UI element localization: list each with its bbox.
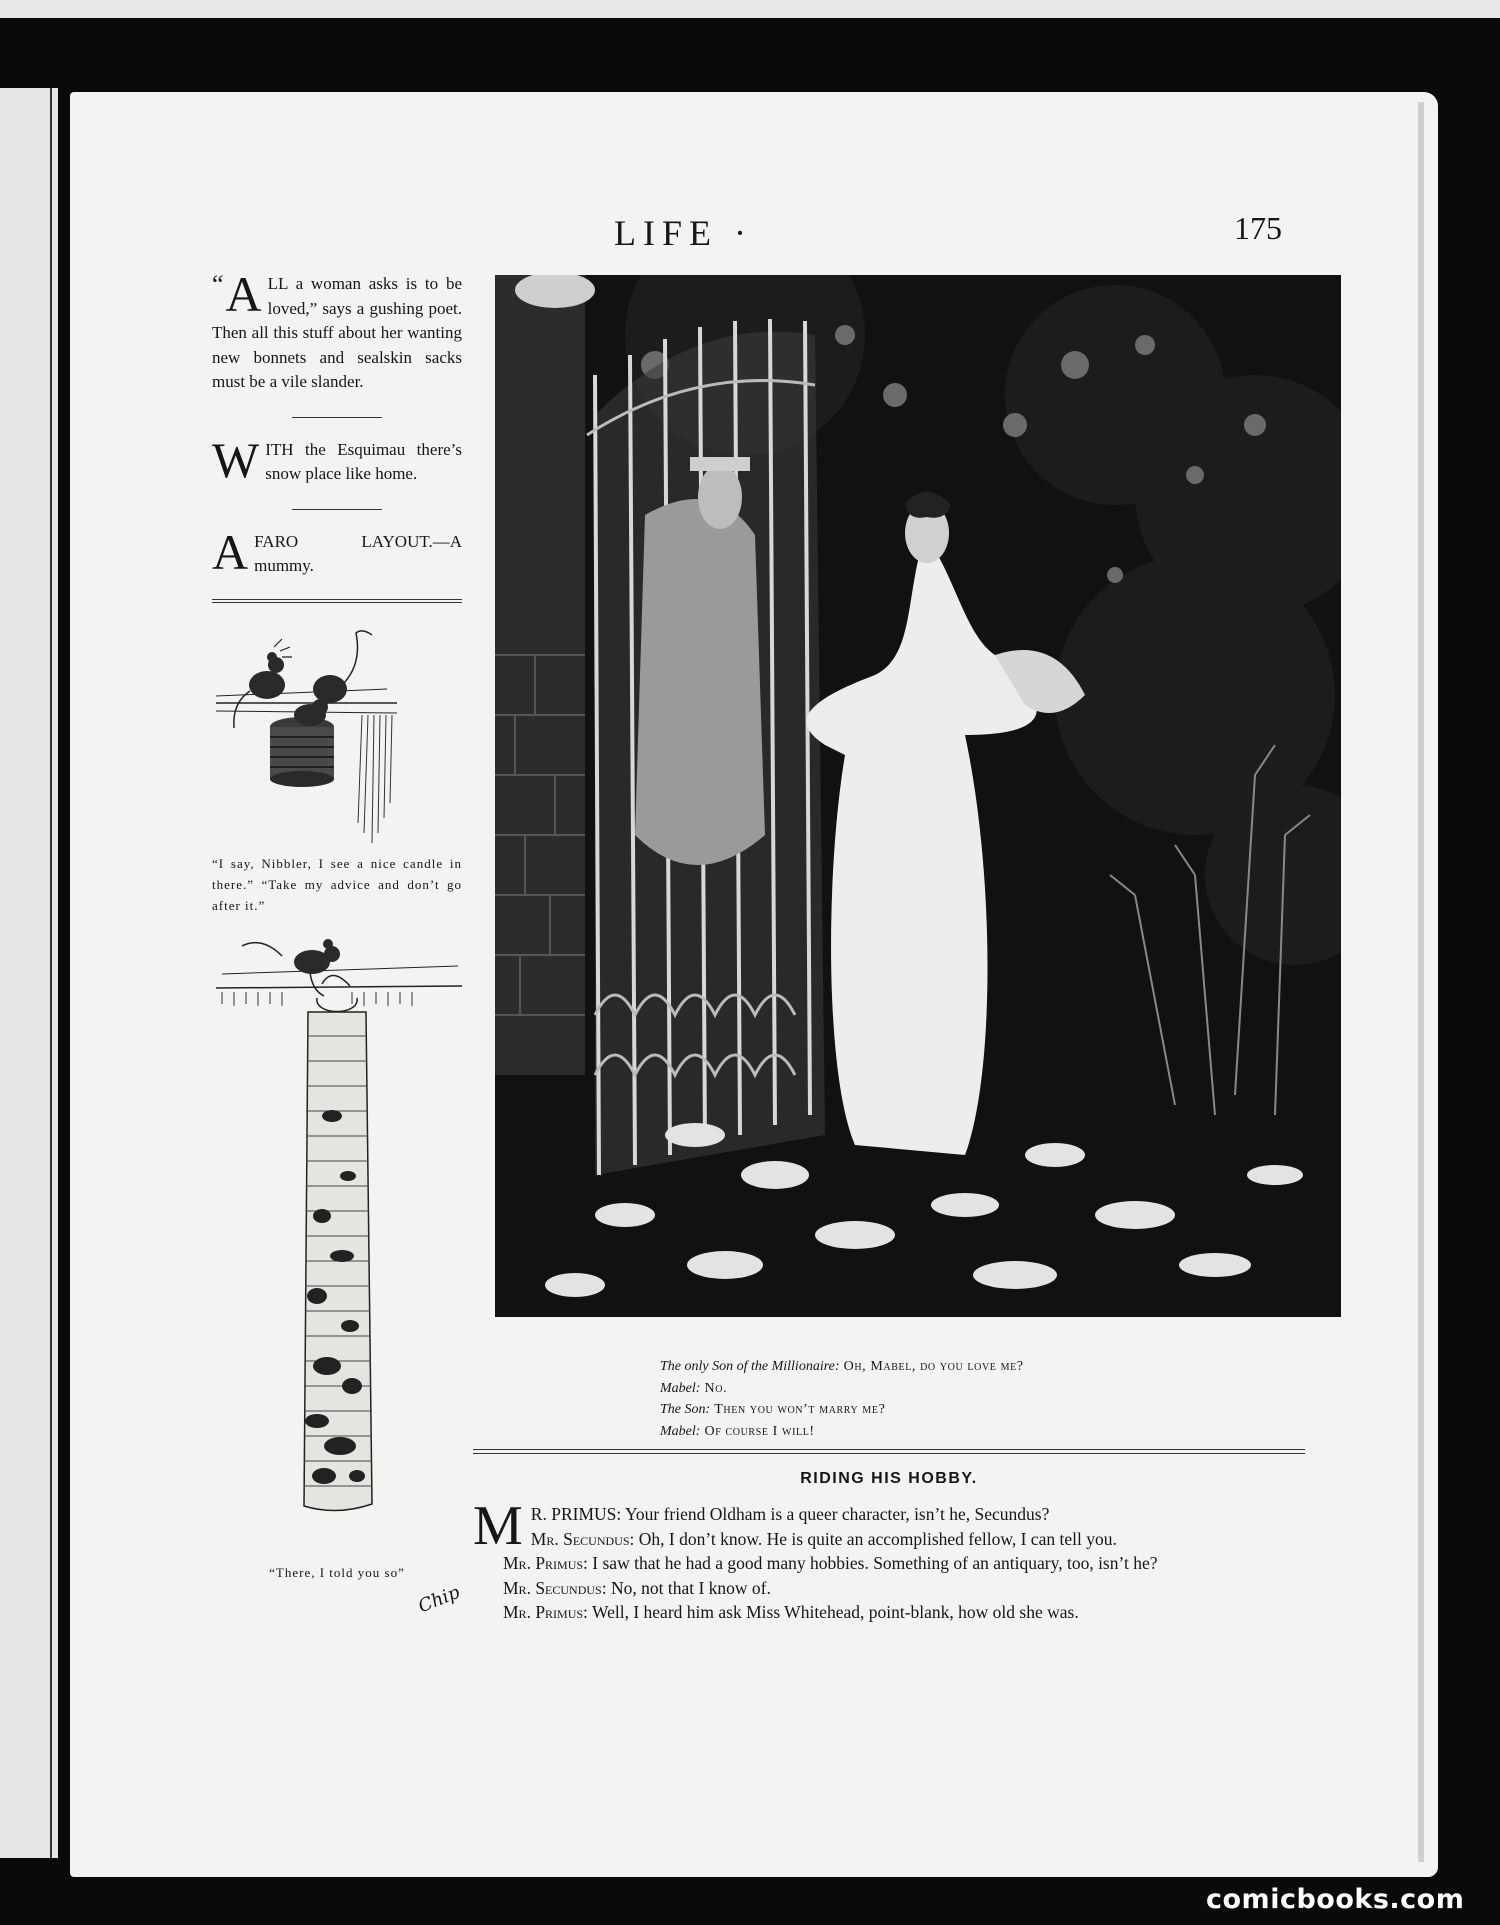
- caption-line: [660, 1399, 1220, 1421]
- caption-speaker: Mabel:: [660, 1380, 701, 1396]
- dropcap-m: M: [473, 1495, 523, 1557]
- dialogue-line: [473, 1576, 1305, 1601]
- sidebar-column: [212, 266, 463, 1618]
- joke-love-text: LL a woman asks is to be loved,” says a gushing poet. Then all this stuff about her wanting new bonnets and sealskin sacks must be a vile slander.: [212, 274, 462, 391]
- caption-text: Oh, Mabel, do you love me?: [843, 1359, 1024, 1374]
- page-edge-shadow: [1418, 102, 1424, 1862]
- cartoon-caption-told-you: “There, I told you so”: [269, 1564, 405, 1580]
- lantern-cartoon: [212, 916, 462, 1556]
- divider-rule: [292, 417, 382, 418]
- article-heading: RIDING HIS HOBBY.: [800, 1470, 978, 1487]
- gate-illustration: [495, 275, 1341, 1317]
- caption-text: Of course I will!: [704, 1423, 815, 1439]
- dialogue-text: No, not that I know of.: [610, 1577, 771, 1598]
- facing-page-edge: [0, 88, 58, 1858]
- caption-speaker: The only Son of the Millionaire:: [660, 1359, 840, 1374]
- caption-speaker: The Son:: [660, 1402, 711, 1417]
- dialogue-line: [473, 1551, 1305, 1576]
- joke-esquimau: [212, 431, 462, 488]
- dialogue-speaker: Mr. Secundus:: [503, 1577, 607, 1598]
- illustration-caption: [660, 1356, 1220, 1442]
- dropcap-a: A: [225, 266, 262, 322]
- dialogue-speaker: Mr. Secundus:: [530, 1528, 635, 1549]
- double-rule: [473, 1449, 1305, 1454]
- cartoon-signature: Chip: [415, 1581, 463, 1618]
- dialogue-line: [473, 1600, 1305, 1625]
- dialogue-text: Oh, I don’t know. He is quite an accomplished fellow, I can tell you.: [638, 1528, 1117, 1549]
- dropcap-a: A: [212, 523, 249, 580]
- caption-line: [660, 1421, 1220, 1443]
- dialogue-text: Your friend Oldham is a queer character, isn’t he, Secundus?: [624, 1504, 1050, 1524]
- article-body: [473, 1495, 1305, 1625]
- dialogue-speaker: Mr. Primus:: [503, 1553, 588, 1573]
- joke-faro: [212, 523, 462, 580]
- joke-love: [212, 266, 462, 395]
- joke-faro-text: FARO LAYOUT.—A mummy.: [254, 531, 462, 575]
- caption-speaker: Mabel:: [660, 1423, 701, 1439]
- scan-top-edge: [0, 0, 1500, 18]
- dropcap-w: W: [212, 431, 260, 488]
- dialogue-speaker: Mr. Primus:: [503, 1602, 588, 1622]
- caption-text: Then you won’t marry me?: [714, 1402, 886, 1417]
- divider-rule: [292, 509, 382, 510]
- caption-line: [660, 1356, 1220, 1378]
- watermark: comicbooks.com: [1206, 1884, 1465, 1915]
- joke-esquimau-text: ITH the Esquimau there’s snow place like home.: [265, 439, 462, 483]
- cartoon-caption-nibbler: “I say, Nibbler, I see a nice candle in there.” “Take my advice and don’t go after it.”: [212, 855, 462, 913]
- mice-basket-cartoon: [212, 603, 462, 853]
- dialogue-text: I saw that he had a good many hobbies. Something of an antiquary, too, isn’t he?: [592, 1553, 1158, 1573]
- caption-text: No.: [704, 1380, 728, 1396]
- dialogue-speaker: R. PRIMUS:: [530, 1504, 622, 1524]
- dialogue-line: [473, 1527, 1305, 1552]
- page-number: 175: [1234, 210, 1282, 246]
- open-quote: “: [212, 270, 224, 299]
- caption-line: [660, 1378, 1220, 1400]
- dialogue-text: Well, I heard him ask Miss Whitehead, point-blank, how old she was.: [591, 1602, 1079, 1622]
- masthead-title: LIFE ·: [614, 213, 753, 253]
